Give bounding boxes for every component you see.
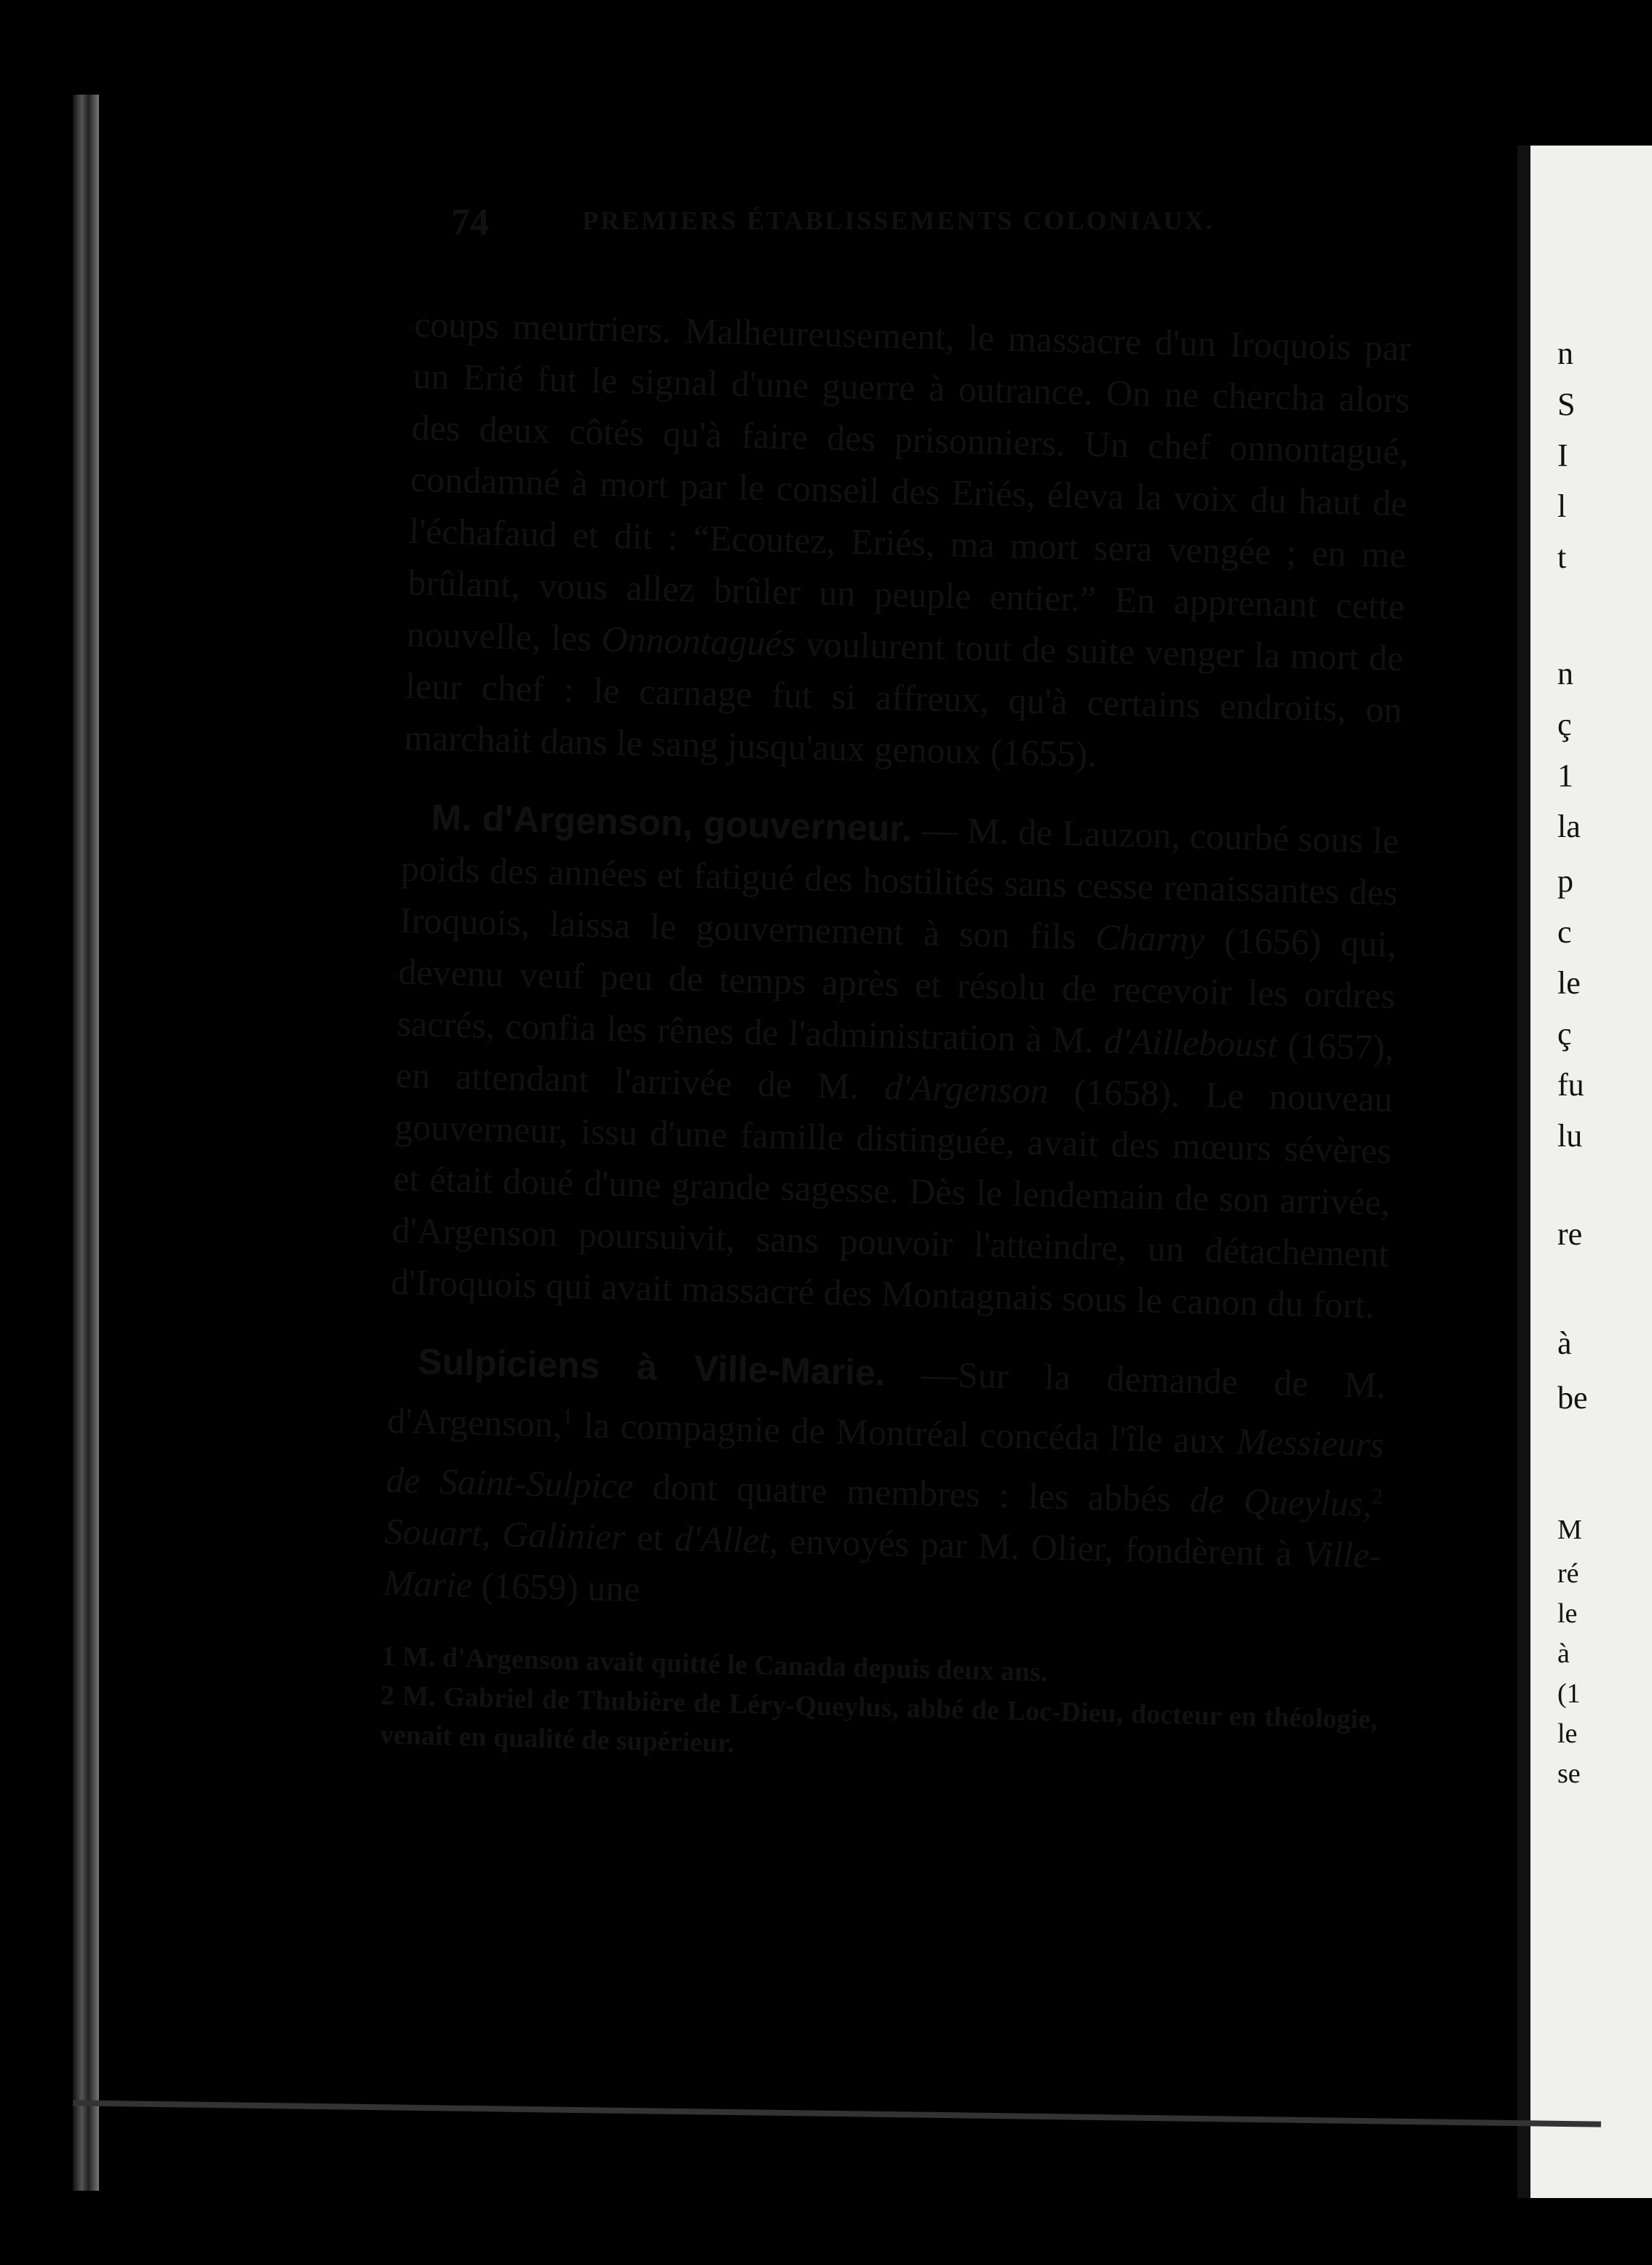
paragraph-sulpiciens: Sulpiciens à Ville-Marie. —Sur la demande de M. d'Argenson,$^1$ la compagnie de Montréal concéda l'île aux Messieurs de Saint-Sulpice dont quatre membres : les abbés de Queylus,$^2$ Souart, Galinier et d'Allet, envoyés par M. Olier, fondèrent à Ville-Marie (1659) une (383, 1341, 1386, 1610)
page-number: 74 (451, 202, 489, 243)
footnotes (379, 1637, 1379, 1779)
running-title: PREMIERS ÉTABLISSEMENTS COLONIAUX. (582, 206, 1215, 235)
footnote-1: 1 M. d'Argenson avait quitté le Canada depuis deux ans. (381, 1641, 1048, 1689)
page-body (379, 298, 1411, 1779)
book-gutter (73, 95, 99, 2191)
paragraph-argenson: M. d'Argenson, gouverneur. — M. de Lauzon, courbé sous le poids des années et fatigué des hostilités sans cesse renaissantes des Iroquois, laissa le gouvernement à son fils Charny (1656) qui, devenu veuf peu de temps après et résolu de recevoir les ordres sacrés, confia les rênes de l'administration à M. d'Ailleboust (1657), en attendant l'arrivée de M. d'Argenson (1658). Le nouveau gouverneur, issu d'une famille distinguée, avait des mœurs sévères et était doué d'une grande sagesse. Dès le lendemain de son arrivée, d'Argenson poursuivit, sans pouvoir l'atteindre, un détachement d'Iroquois qui avait massacré des Montagnais sous le canon du fort. (390, 796, 1399, 1326)
footnote-ref-1: 1 (562, 1405, 573, 1429)
page-bottom-edge (73, 2100, 1601, 2127)
section-title-sulpiciens: Sulpiciens à Ville-Marie. (417, 1341, 886, 1394)
emphasis: Onnontagués (600, 618, 796, 664)
footnote-2: 2 M. Gabriel de Thubière de Léry-Queylus, abbé de Loc-Dieu, docteur en théologie, venait en qualité de supérieur. (379, 1680, 1378, 1759)
section-title-argenson: M. d'Argenson, gouverneur. (430, 796, 913, 849)
facing-page-edge (1517, 146, 1652, 2198)
footnote-ref-2: 2 (1371, 1484, 1383, 1509)
paragraph-eries: coups meurtriers. Malheureusement, le massacre d'un Iroquois par un Erié fut le signal d'une guerre à outrance. On ne chercha alors des deux côtés qu'à faire des prisonniers. Un chef onnontagué, condamné à mort par le conseil des Eriés, éleva la voix du haut de l'échafaud et dit : “Ecoutez, Eriés, ma mort sera vengée ; en me brûlant, vous allez brûler un peuple entier.” En apprenant cette nouvelle, les Onnontagués voulurent tout de suite venger la mort de leur chef : le carnage fut si affreux, qu'à certains endroits, on marchait dans le sang jusqu'aux genoux (1655). (403, 303, 1412, 775)
